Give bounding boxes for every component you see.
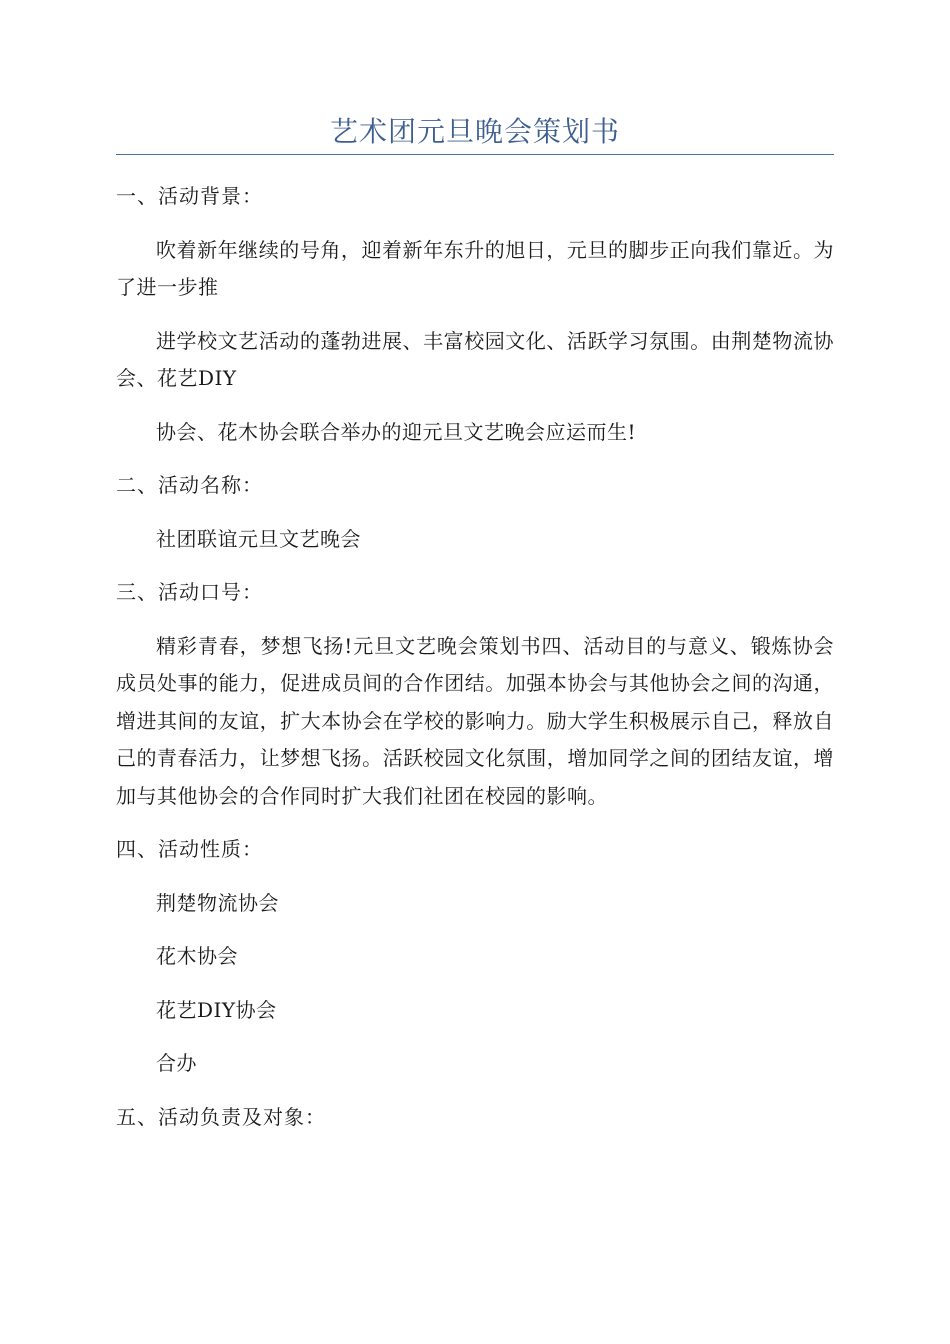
activity-name-text: 社团联谊元旦文艺晚会 — [156, 526, 361, 551]
section-heading-slogan: 三、活动口号： — [116, 580, 263, 604]
background-paragraph-3: 协会、花木协会联合举办的迎元旦文艺晚会应运而生! — [156, 419, 637, 444]
section-heading-background: 一、活动背景： — [116, 184, 263, 208]
background-paragraph-1: 吹着新年继续的号角，迎着新年东升的旭日，元旦的脚步正向我们靠近。为了进一步推 — [116, 237, 834, 299]
nature-item: 合办 — [156, 1051, 197, 1075]
section-heading-nature: 四、活动性质： — [116, 837, 263, 861]
background-paragraph-2: 进学校文艺活动的蓬勃进展、丰富校园文化、活跃学习氛围。由荆楚物流协会、花艺DIY — [116, 328, 834, 390]
section-heading-responsible: 五、活动负责及对象： — [116, 1104, 326, 1129]
document-title: 艺术团元旦晚会策划书 — [329, 115, 620, 148]
nature-item: 荆楚物流协会 — [156, 890, 279, 915]
slogan-paragraph: 精彩青春，梦想飞扬!元旦文艺晚会策划书四、活动目的与意义、锻炼协会成员处事的能力，促进成员间的合作团结。加强本协会与其他协会之间的沟通，增进其间的友谊，扩大本协会在学校的影响力。励大学生积极展示自己，释放自己的青春活力，让梦想飞扬。活跃校园文化氛围，增加同学之间的团结友谊，增加与其他协会的合作同时扩大我们社团在校园的影响。 — [116, 633, 834, 808]
nature-item: 花艺DIY协会 — [156, 997, 277, 1022]
document-body — [116, 178, 834, 1152]
section-heading-name: 二、活动名称： — [116, 473, 263, 497]
title-underline — [116, 154, 834, 155]
nature-item: 花木协会 — [156, 944, 238, 968]
